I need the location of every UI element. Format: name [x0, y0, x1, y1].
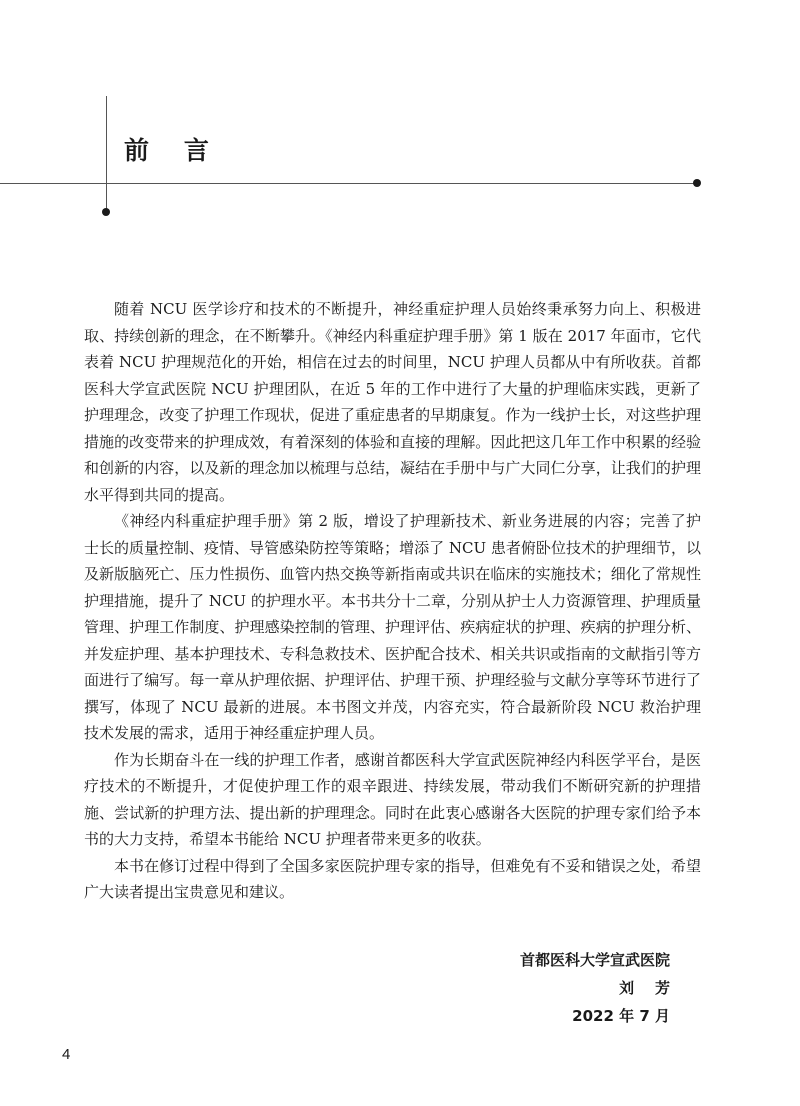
signature-block [520, 946, 670, 1030]
signature-institution: 首都医科大学宣武医院 [519, 951, 670, 969]
signature-date: 2022 年 7 月 [572, 1007, 670, 1025]
signature-author: 刘 芳 [619, 979, 670, 997]
preface-body [84, 296, 701, 906]
page-title: 前 言 [124, 136, 209, 165]
rule-end-dot-bottom [102, 208, 110, 216]
vertical-rule [106, 96, 107, 212]
paragraph-3: 作为长期奋斗在一线的护理工作者，感谢首都医科大学宣武医院神经内科医学平台，是医疗技术的不断提升，才促使护理工作的艰辛跟进、持续发展，带动我们不断研究新的护理措施、尝试新的护理方法、提出新的护理理念。同时在此衷心感谢各大医院的护理专家们给予本书的大力支持，希望本书能给 NCU 护理者带来更多的收获。 [84, 750, 701, 848]
rule-end-dot-right [693, 179, 701, 187]
horizontal-rule [0, 183, 698, 184]
page-number: 4 [62, 1046, 71, 1063]
paragraph-4: 本书在修订过程中得到了全国多家医院护理专家的指导，但难免有不妥和错误之处，希望广大读者提出宝贵意见和建议。 [84, 856, 701, 901]
paragraph-1: 随着 NCU 医学诊疗和技术的不断提升，神经重症护理人员始终秉承努力向上、积极进取、持续创新的理念，在不断攀升。《神经内科重症护理手册》第 1 版在 2017 年面市，它代表着 NCU 护理规范化的开始，相信在过去的时间里，NCU 护理人员都从中有所收获。首都医科大学宣武医院 NCU 护理团队，在近 5 年的工作中进行了大量的护理临床实践，更新了护理理念，改变了护理工作现状，促进了重症患者的早期康复。作为一线护士长，对这些护理措施的改变带来的护理成效，有着深刻的体验和直接的理解。因此把这几年工作中积累的经验和创新的内容，以及新的理念加以梳理与总结，凝结在手册中与广大同仁分享，让我们的护理水平得到共同的提高。 [84, 300, 701, 504]
paragraph-2: 《神经内科重症护理手册》第 2 版，增设了护理新技术、新业务进展的内容；完善了护士长的质量控制、疫情、导管感染防控等策略；增添了 NCU 患者俯卧位技术的护理细节，以及新版脑死亡、压力性损伤、血管内热交换等新指南或共识在临床的实施技术；细化了常规性护理措施，提升了 NCU 的护理水平。本书共分十二章，分别从护士人力资源管理、护理质量管理、护理工作制度、护理感染控制的管理、护理评估、疾病症状的护理、疾病的护理分析、并发症护理、基本护理技术、专科急救技术、医护配合技术、相关共识或指南的文献指引等方面进行了编写。每一章从护理依据、护理评估、护理干预、护理经验与文献分享等环节进行了撰写，体现了 NCU 最新的进展。本书图文并茂，内容充实，符合最新阶段 NCU 救治护理技术发展的需求，适用于神经重症护理人员。 [84, 512, 701, 742]
